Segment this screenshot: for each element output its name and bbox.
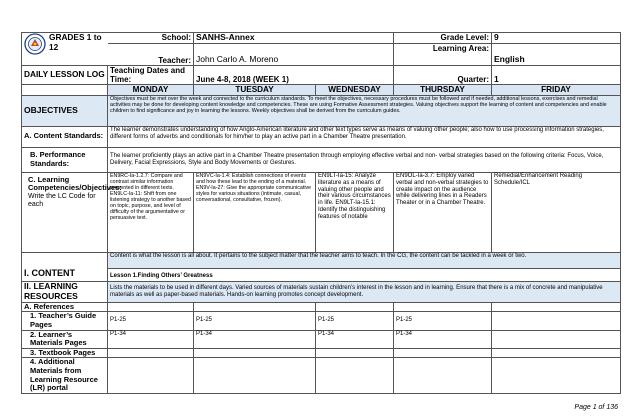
ref-wednesday: P1-34 <box>316 330 394 348</box>
ref-label: 1. Teacher’s Guide Pages <box>22 312 108 330</box>
day-tuesday: TUESDAY <box>194 85 316 95</box>
objectives-text: Objectives must be met over the week and connected to the curriculum standards. To meet the objectives, necessary procedures must be followed and if needed, additional lessons, exercises and remedial activities may be done for developing content knowledge and competencies. These are using Formative Assessment strategies. Valuing objectives support the learning of content and competencies and enable children to find significance and joy in learning the lessons. Weekly objectives shall be derived from the curriculum guides. <box>108 95 621 126</box>
days-row <box>22 85 621 95</box>
references-label: A. References <box>22 302 108 312</box>
daily-lesson-log-table <box>21 32 621 394</box>
day-wednesday: WEDNESDAY <box>316 85 394 95</box>
ref-tuesday <box>194 358 316 394</box>
quarter-value: 1 <box>492 66 621 85</box>
day-monday: MONDAY <box>108 85 194 95</box>
ref-wednesday <box>316 348 394 358</box>
ref-thursday <box>394 358 492 394</box>
ref-wednesday: P1-25 <box>316 312 394 330</box>
ref-monday <box>108 348 194 358</box>
seal-cell <box>22 33 108 66</box>
ref-monday <box>108 358 194 394</box>
days-row-blank <box>22 85 108 95</box>
references-blank <box>316 302 394 312</box>
ref-label: 3. Textbook Pages <box>22 348 108 358</box>
table-row <box>22 312 621 330</box>
competency-wednesday: EN9LT-Ia-15: Analyze literature as a means of valuing other people and their various circumstances in life. EN9LT-Ia-15.1: Identify the distinguishing features of notable <box>316 172 394 252</box>
lesson-title: Lesson 1.Finding Others’ Greatness <box>108 268 620 281</box>
teacher-value: John Carlo A. Moreno <box>194 44 394 66</box>
learning-area-value: English <box>492 44 621 66</box>
competencies-label-cell <box>22 172 122 252</box>
ref-thursday <box>394 348 492 358</box>
content-standards-label: A. Content Standards: <box>22 126 108 147</box>
content-text: Content is what the lesson is all about. It pertains to the subject matter that the teacher aims to teach. In the CG, the content can be tackled in a week or two. <box>108 253 620 268</box>
day-friday: FRIDAY <box>492 85 621 95</box>
quarter-label: Quarter: <box>394 66 492 85</box>
ref-label: 4. Additional Materials from Learning Resource (LR) portal <box>22 358 108 394</box>
performance-standards-label: B. Performance Standards: <box>22 147 108 172</box>
competencies-sub: Write the LC Code for each <box>28 193 96 209</box>
references-blank <box>492 302 621 312</box>
resources-label: II. LEARNING RESOURCES <box>22 281 108 302</box>
competency-monday: EN9RC-Ia-1.2.7: Compare and contrast similar information presented in different texts. EN9LC-Ia-11: Shift from one listening strategy to another based on topic, purpose, and level of difficulty of the argumentative or persuasive text. <box>108 172 194 252</box>
ref-monday: P1-25 <box>108 312 194 330</box>
learning-area-label: Learning Area: <box>394 44 492 66</box>
ref-friday <box>492 312 621 330</box>
references-blank <box>108 302 194 312</box>
performance-standards-text: The learner proficiently plays an active part in a Chamber Theatre presentation through employing effective verbal and non- verbal strategies based on the following criteria: Focus, Voice, Delivery, Facial Expressions, Style and Body Movements or Gestures. <box>108 147 621 172</box>
day-thursday: THURSDAY <box>394 85 492 95</box>
ref-tuesday: P1-25 <box>194 312 316 330</box>
dates-value: June 4-8, 2018 (WEEK 1) <box>194 66 394 85</box>
ref-friday <box>492 358 621 394</box>
ref-tuesday <box>194 348 316 358</box>
objectives-label: OBJECTIVES <box>22 95 108 126</box>
content-standards-text: The learner demonstrates understanding of how Anglo-American literature and other text types serve as means of valuing other people; also how to use processing information strategies, different forms of adverbs and conditionals for him/her to play an active part in a Chamber Theatre presentation. <box>108 126 621 147</box>
references-blank <box>394 302 492 312</box>
table-row <box>22 358 621 394</box>
resources-text: Lists the materials to be used in different days. Varied sources of materials sustain children’s interest in the lesson and in learning. Ensure that there is a mix of concrete and manipulative materials as well as paper-based materials. Hands-on learning promotes concept development. <box>108 281 621 302</box>
school-label: School: <box>108 33 194 44</box>
ref-tuesday: P1-34 <box>194 330 316 348</box>
page-number: Page 1 of 136 <box>574 404 618 411</box>
ref-monday: P1-34 <box>108 330 194 348</box>
school-value: SANHS-Annex <box>194 33 394 44</box>
teacher-label: Teacher: <box>108 44 194 66</box>
dll-title: DAILY LESSON LOG <box>22 66 108 85</box>
deped-seal-icon <box>24 33 46 55</box>
ref-wednesday <box>316 358 394 394</box>
ref-friday <box>492 348 621 358</box>
ref-thursday: P1-25 <box>394 312 492 330</box>
grade-level-label: Grade Level: <box>394 33 492 44</box>
references-blank <box>194 302 316 312</box>
competency-thursday: EN9OL-Ia-3.7: Employ varied verbal and non-verbal strategies to create impact on the audience while delivering lines in a Readers Theater or in a Chamber Theatre. <box>394 172 492 252</box>
table-row <box>22 330 621 348</box>
competency-friday: Remedial/Enhancement Reading Schedule/ICL <box>492 172 621 252</box>
grades-title: GRADES 1 to 12 <box>49 32 102 52</box>
table-row <box>22 348 621 358</box>
ref-thursday: P1-34 <box>394 330 492 348</box>
grade-level-value: 9 <box>492 33 621 44</box>
competency-tuesday: EN9VC-Ia-1.4: Establish connections of events and how these lead to the ending of a material. EN9V-Ia-27: Give the appropriate communicative styles for various situations (intimate, casual, conversational, consultative, frozen). <box>194 172 316 252</box>
ref-label: 2. Learner’s Materials Pages <box>22 330 108 348</box>
dates-label: Teaching Dates and Time: <box>108 66 194 85</box>
ref-friday <box>492 330 621 348</box>
content-cell <box>108 252 621 281</box>
content-label: I. CONTENT <box>22 252 108 281</box>
competencies-label: C. Learning Competencies/Objectives: <box>28 174 122 193</box>
